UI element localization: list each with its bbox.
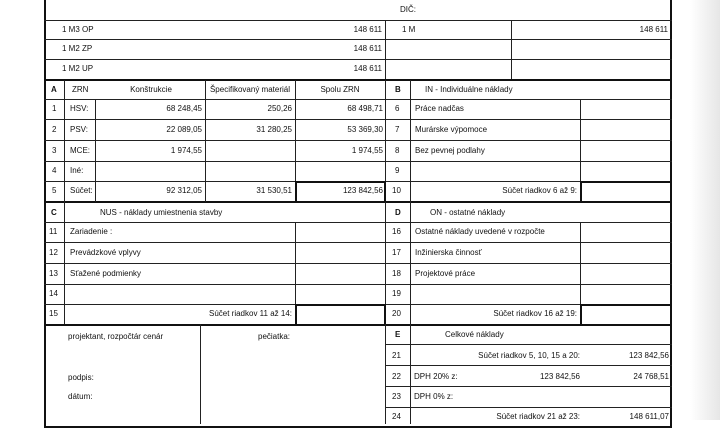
section-a-letter: A — [51, 85, 57, 94]
row-label: Murárske výpomoce — [415, 125, 488, 134]
spolu-value: 1 974,55 — [351, 146, 383, 155]
section-c-title: NUS - náklady umiestnenia stavby — [100, 208, 223, 217]
konstrukcie-total: 92 312,05 — [166, 186, 202, 195]
row-number: 16 — [392, 227, 401, 236]
spolu-total: 123 842,56 — [342, 186, 383, 195]
datum-label: dátum: — [68, 392, 93, 401]
section-c-letter: C — [51, 208, 57, 217]
konstrukcie-value: 22 089,05 — [166, 125, 202, 134]
row-label: Súčet riadkov 16 až 19: — [493, 309, 577, 318]
row-number: 13 — [49, 269, 58, 278]
row-label: PSV: — [70, 125, 88, 134]
divider — [44, 119, 672, 120]
divider — [200, 324, 201, 424]
row-label: DPH 20% z: — [414, 372, 458, 381]
row-label: Práce nadčas — [415, 104, 464, 113]
row-number: 4 — [52, 166, 57, 175]
row-number: 17 — [392, 248, 401, 257]
divider — [511, 20, 512, 79]
row-label: Súčet riadkov 11 až 14: — [208, 309, 292, 318]
row-number: 5 — [52, 186, 57, 195]
divider — [385, 324, 386, 424]
divider — [44, 20, 672, 21]
row-number: 15 — [49, 309, 58, 318]
summary-value: 148 611 — [353, 44, 382, 53]
row-number: 14 — [49, 289, 58, 298]
section-d-letter: D — [395, 208, 401, 217]
divider — [385, 407, 672, 408]
page-edge-shadow — [690, 0, 720, 420]
row-label: Zariadenie : — [70, 227, 113, 236]
row-number: 7 — [395, 125, 400, 134]
divider — [44, 99, 672, 100]
summary-value: 148 611 — [353, 64, 382, 73]
total-box — [295, 304, 386, 326]
dph-base: 123 842,56 — [539, 372, 580, 381]
row-number: 3 — [52, 146, 57, 155]
row-number: 12 — [49, 248, 58, 257]
divider — [385, 20, 386, 79]
row-label: Súčet riadkov 21 až 23: — [496, 412, 580, 421]
grand-total: 148 611,07 — [629, 412, 669, 421]
row-label: Súčet riadkov 5, 10, 15 a 20: — [478, 351, 580, 360]
row-label: Súčet: — [70, 186, 93, 195]
total-box — [580, 304, 672, 326]
row-number: 11 — [49, 227, 58, 236]
celkove-value: 123 842,56 — [628, 351, 669, 360]
divider — [410, 324, 411, 424]
section-b-title: IN - Individuálne náklady — [425, 85, 513, 94]
divider — [44, 284, 672, 285]
dph-value: 24 768,51 — [633, 372, 669, 381]
row-label: Iné: — [70, 166, 84, 175]
col-material-header: Špecifikovaný materiál — [209, 85, 291, 94]
row-number: 21 — [392, 351, 401, 360]
summary-label: 1 M2 UP — [62, 64, 94, 73]
konstrukcie-value: 68 248,45 — [166, 104, 202, 113]
section-d-title: ON - ostatné náklady — [430, 208, 506, 217]
row-label: MCE: — [70, 146, 90, 155]
spolu-value: 53 369,30 — [347, 125, 383, 134]
row-number: 1 — [52, 104, 57, 113]
col-spolu-header: Spolu ZRN — [320, 85, 360, 94]
divider — [385, 386, 672, 387]
peciatka-label: pečiatka: — [258, 332, 291, 341]
dic-label: DIČ: — [400, 5, 416, 14]
divider — [410, 202, 411, 324]
summary-right-value: 148 611 — [639, 25, 668, 34]
divider — [410, 80, 411, 202]
row-number: 9 — [395, 166, 400, 175]
row-number: 10 — [392, 186, 401, 195]
divider — [44, 161, 672, 162]
row-number: 2 — [52, 125, 57, 134]
col-zrn-header: ZRN — [72, 85, 89, 94]
row-label: Projektové práce — [415, 269, 476, 278]
section-e-title: Celkové náklady — [445, 330, 504, 339]
material-value: 250,26 — [267, 104, 292, 113]
projektant-label: projektant, rozpočtár cenár — [68, 332, 164, 341]
row-label: HSV: — [70, 104, 89, 113]
row-label: Inžinierska činnosť — [415, 248, 482, 257]
divider — [44, 59, 672, 60]
divider — [385, 344, 672, 345]
divider — [64, 202, 65, 324]
divider — [44, 39, 672, 40]
total-box — [580, 181, 672, 203]
row-label: DPH 0% z: — [414, 392, 454, 401]
row-number: 6 — [395, 104, 400, 113]
divider — [44, 242, 672, 243]
summary-value: 148 611 — [353, 25, 382, 34]
material-value: 31 280,25 — [256, 125, 292, 134]
row-number: 22 — [392, 372, 401, 381]
row-label: Ostatné náklady uvedené v rozpočte — [415, 227, 545, 236]
divider — [205, 80, 206, 202]
divider — [44, 140, 672, 141]
row-number: 18 — [392, 269, 401, 278]
divider — [44, 222, 672, 223]
row-number: 20 — [392, 309, 401, 318]
row-label: Bez pevnej podlahy — [415, 146, 485, 155]
summary-right-label: 1 M — [402, 25, 416, 34]
summary-label: 1 M2 ZP — [62, 44, 93, 53]
row-label: Súčet riadkov 6 až 9: — [502, 186, 577, 195]
konstrukcie-value: 1 974,55 — [170, 146, 202, 155]
row-number: 8 — [395, 146, 400, 155]
divider — [44, 79, 672, 81]
col-konstrukcie-header: Konštrukcie — [130, 85, 172, 94]
summary-label: 1 M3 OP — [62, 25, 94, 34]
podpis-label: podpis: — [68, 373, 94, 382]
divider — [64, 80, 65, 202]
section-e-letter: E — [395, 330, 401, 339]
row-number: 19 — [392, 289, 401, 298]
material-total: 31 530,51 — [256, 186, 292, 195]
divider — [385, 365, 672, 366]
row-number: 24 — [392, 412, 401, 421]
spolu-value: 68 498,71 — [347, 104, 383, 113]
divider — [44, 263, 672, 264]
section-b-letter: B — [395, 85, 401, 94]
row-number: 23 — [392, 392, 401, 401]
row-label: Prevádzkové vplyvy — [70, 248, 141, 257]
row-label: Sťažené podmienky — [70, 269, 142, 278]
